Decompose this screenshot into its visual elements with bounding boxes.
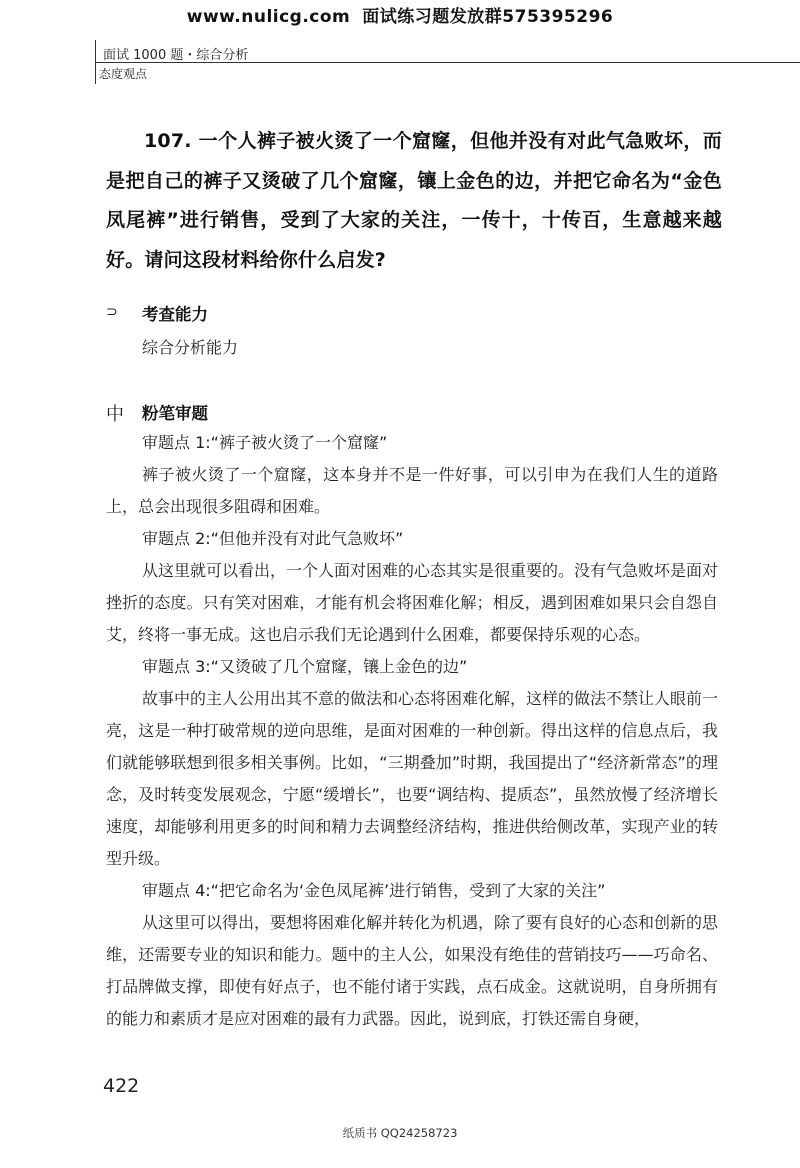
- watermark-url: www.nulicg.com: [186, 7, 351, 27]
- point-1-text: 裤子被火烫了一个窟窿，这本身并不是一件好事，可以引申为在我们人生的道路上，总会出现很多阻碍和困难。: [106, 465, 718, 516]
- ability-section-title: 考查能力: [142, 305, 208, 324]
- book-title: 面试 1000 题・综合分析: [103, 48, 249, 63]
- footer-note: 纸质书 QQ24258723: [342, 1126, 458, 1140]
- watermark-group: 面试练习题发放群575395296: [362, 7, 614, 27]
- point-4-heading: 审题点 4:“把它命名为‘金色凤尾裤’进行销售，受到了大家的关注”: [142, 881, 606, 900]
- point-4-text: 从这里可以得出，要想将困难化解并转化为机遇，除了要有良好的心态和创新的思维，还需要专业的知识和能力。题中的主人公，如果没有绝佳的营销技巧——巧命名、打品牌做支撑，即使有好点子，也不能付诸于实践，点石成金。这就说明，自身所拥有的能力和素质才是应对困难的最有力武器。因此，说到底，打铁还需自身硬，: [106, 913, 719, 1028]
- point-3-text: 故事中的主人公用出其不意的做法和心态将困难化解，这样的做法不禁让人眼前一亮，这是一种打破常规的逆向思维，是面对困难的一种创新。得出这样的信息点后，我们就能够联想到很多相关事例。比如，“三期叠加”时期，我国提出了“经济新常态”的理念，及时转变发展观念，宁愿“缓增长”，也要“调结构、提质态”，虽然放慢了经济增长速度，却能够利用更多的时间和精力去调整经济结构，推进供给侧改革，实现产业的转型升级。: [106, 689, 719, 868]
- section-title: 态度观点: [99, 67, 148, 81]
- analysis-body: [106, 427, 718, 1035]
- ability-content: 综合分析能力: [142, 338, 239, 357]
- point-1-heading: 审题点 1:“裤子被火烫了一个窟窿”: [142, 433, 388, 452]
- point-2-text: 从这里就可以看出，一个人面对困难的心态其实是很重要的。没有气急败坏是面对挫折的态度。只有笑对困难，才能有机会将困难化解；相反，遇到困难如果只会自怨自艾，终将一事无成。这也启示我们无论遇到什么困难，都要保持乐观的心态。: [106, 561, 719, 644]
- ability-section-icon: ⊃: [106, 304, 118, 320]
- question-text: 107. 一个人裤子被火烫了一个窟窿，但他并没有对此气急败坏，而是把自己的裤子又烫破了几个窟窿，镶上金色的边，并把它命名为“金色凤尾裤”进行销售，受到了大家的关注，一传十，十传百，生意越来越好。请问这段材料给你什么启发?: [106, 130, 722, 271]
- page-number: 422: [103, 1075, 140, 1097]
- analysis-section-icon: 中: [106, 404, 124, 425]
- watermark-banner: [0, 2, 800, 27]
- running-header: [95, 40, 800, 84]
- point-3-heading: 审题点 3:“又烫破了几个窟窿，镶上金色的边”: [142, 657, 468, 676]
- analysis-section-title: 粉笔审题: [142, 404, 208, 423]
- point-2-heading: 审题点 2:“但他并没有对此气急败坏”: [142, 529, 404, 548]
